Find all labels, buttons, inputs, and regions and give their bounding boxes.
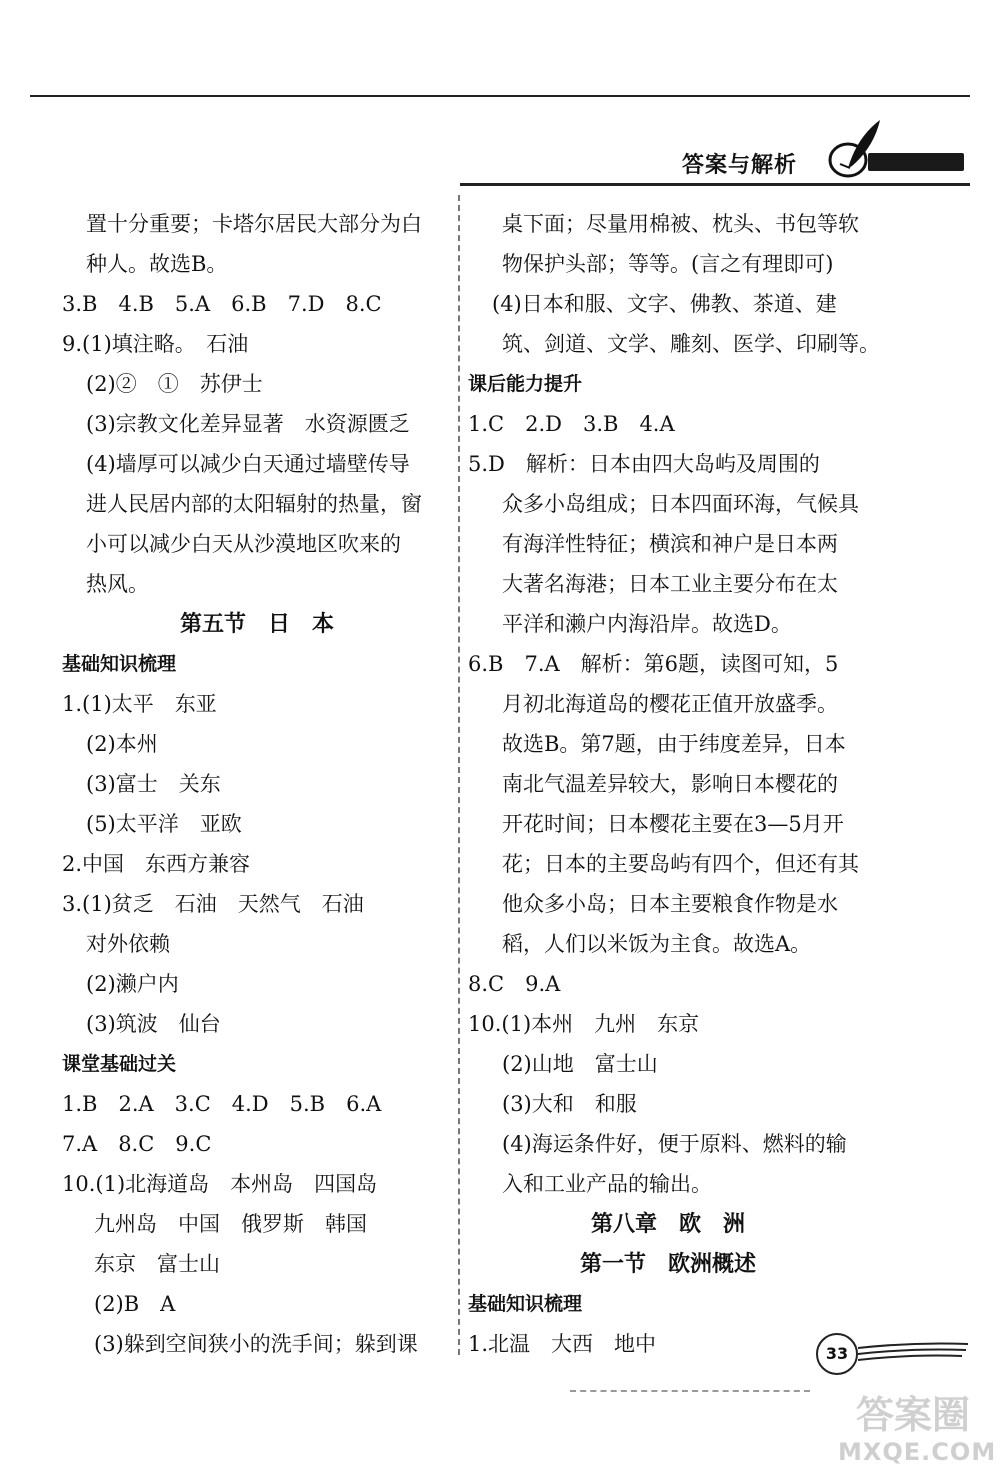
watermark-url: MXQE.COM (838, 1438, 997, 1466)
answer-line: (4)墙厚可以减少白天通过墙壁传导 (86, 452, 410, 476)
answer-line: 10.(1)北海道岛 本州岛 四国岛 (62, 1172, 378, 1196)
answer-line: (4)日本和服、文字、佛教、茶道、建 (492, 292, 837, 316)
section-title: 第一节 欧洲概述 (579, 1251, 756, 1277)
answer-line: 5.D 解析：日本由四大岛屿及周围的 (468, 452, 820, 476)
header-decorative-bar (868, 153, 964, 171)
left-column (62, 204, 452, 1364)
answer-line: (2)山地 富士山 (502, 1052, 658, 1076)
answer-line: 1.C 2.D 3.B 4.A (468, 412, 675, 436)
page-number-badge (816, 1333, 856, 1373)
answer-line: 开花时间；日本樱花主要在3—5月开 (502, 812, 844, 836)
header-title: 答案与解析 (682, 153, 798, 178)
column-divider (458, 195, 460, 1355)
watermark-logo: 答案圈 (855, 1393, 970, 1437)
watermark (838, 1392, 997, 1472)
answer-line: 花；日本的主要岛屿有四个，但还有其 (502, 852, 859, 876)
answer-line: 平洋和濑户内海沿岸。故选D。 (502, 612, 792, 636)
answer-line: (3)大和 和服 (502, 1092, 637, 1116)
subsection-heading: 基础知识梳理 (62, 653, 177, 675)
answer-line: 10.(1)本州 九州 东京 (468, 1012, 700, 1036)
answer-line: (2)② ① 苏伊士 (86, 372, 263, 396)
answer-line: 东京 富士山 (94, 1252, 220, 1276)
answer-line: 月初北海道岛的樱花正值开放盛季。 (502, 692, 838, 716)
answer-line: 南北气温差异较大，影响日本樱花的 (502, 772, 838, 796)
answer-line: 热风。 (86, 572, 149, 596)
page-number: 33 (816, 1333, 858, 1375)
answer-line: 大著名海港；日本工业主要分布在太 (502, 572, 838, 596)
answer-line: 他众多小岛；日本主要粮食作物是水 (502, 892, 838, 916)
answer-line: 1.B 2.A 3.C 4.D 5.B 6.A (62, 1092, 382, 1116)
answer-line: 3.B 4.B 5.A 6.B 7.D 8.C (62, 292, 382, 316)
answer-line: 九州岛 中国 俄罗斯 韩国 (94, 1212, 367, 1236)
answer-line: 小可以减少白天从沙漠地区吹来的 (86, 532, 401, 556)
subsection-heading: 基础知识梳理 (468, 1293, 583, 1315)
answer-line: 进人民居内部的太阳辐射的热量，窗 (86, 492, 422, 516)
answer-line: 稻，人们以米饭为主食。故选A。 (502, 932, 812, 956)
answer-line: 故选B。第7题，由于纬度差异，日本 (502, 732, 846, 756)
header-underline (460, 183, 970, 186)
answer-line: 对外依赖 (86, 932, 170, 956)
subsection-heading: 课堂基础过关 (62, 1053, 177, 1075)
answer-line: 7.A 8.C 9.C (62, 1132, 212, 1156)
answer-line: 8.C 9.A (468, 972, 561, 996)
answer-line: 有海洋性特征；横滨和神户是日本两 (502, 532, 838, 556)
answer-line: (5)太平洋 亚欧 (86, 812, 242, 836)
page-number-swoosh-icon (858, 1340, 968, 1370)
answer-line: 桌下面；尽量用棉被、枕头、书包等软 (502, 212, 859, 236)
answer-line: 入和工业产品的输出。 (502, 1172, 712, 1196)
section-title: 第八章 欧 洲 (590, 1211, 745, 1237)
answer-line: (3)宗教文化差异显著 水资源匮乏 (86, 412, 410, 436)
answer-line: 众多小岛组成；日本四面环海，气候具 (502, 492, 859, 516)
footer-dashed-rule (570, 1390, 810, 1392)
answer-line: (3)躲到空间狭小的洗手间；躲到课 (94, 1332, 418, 1356)
answer-line: 筑、剑道、文学、雕刻、医学、印刷等。 (502, 332, 880, 356)
answer-line: (4)海运条件好，便于原料、燃料的输 (502, 1132, 847, 1156)
answer-line: (2)本州 (86, 732, 158, 756)
answer-line: 种人。故选B。 (86, 252, 228, 276)
answer-line: (2)濑户内 (86, 972, 179, 996)
answer-line: 6.B 7.A 解析：第6题，读图可知，5 (468, 652, 839, 676)
answer-line: 置十分重要；卡塔尔居民大部分为白 (86, 212, 422, 236)
right-column (468, 204, 880, 1364)
answer-line: 1.(1)太平 东亚 (62, 692, 217, 716)
answer-line: (3)富士 关东 (86, 772, 221, 796)
answer-line: 3.(1)贫乏 石油 天然气 石油 (62, 892, 364, 916)
subsection-heading: 课后能力提升 (468, 373, 583, 395)
section-title: 第五节 日 本 (179, 611, 334, 637)
answer-line: 2.中国 东西方兼容 (62, 852, 251, 876)
answer-line: 1.北温 大西 地中 (468, 1332, 657, 1356)
answer-line: 物保护头部；等等。(言之有理即可) (502, 252, 834, 276)
top-rule (30, 95, 970, 97)
answer-line: 9.(1)填注略。 石油 (62, 332, 249, 356)
answer-line: (3)筑波 仙台 (86, 1012, 221, 1036)
answer-line: (2)B A (94, 1292, 176, 1316)
